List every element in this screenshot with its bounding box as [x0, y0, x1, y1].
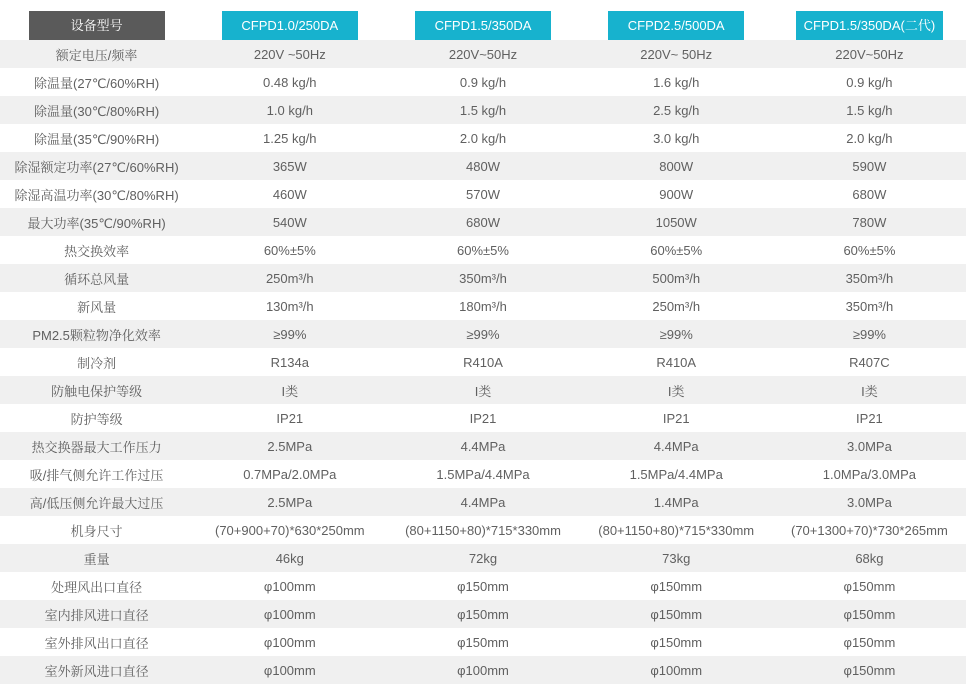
spec-value-cell: 460W	[272, 186, 307, 202]
spec-value-cell: 570W	[466, 186, 500, 202]
spec-value-cell: 1.5MPa/4.4MPa	[436, 466, 530, 482]
spec-value-cell: 4.4MPa	[653, 438, 699, 454]
spec-value-cell: φ150mm	[843, 662, 896, 678]
spec-value-cell: I类	[281, 383, 299, 399]
spec-value-cell: IP21	[469, 410, 497, 426]
spec-value-cell: 1.4MPa	[653, 494, 699, 510]
spec-value-cell: I类	[861, 383, 878, 399]
spec-value-cell: φ100mm	[263, 606, 316, 622]
spec-value-cell: 60%±5%	[843, 242, 896, 258]
table-row	[0, 516, 966, 544]
spec-value-cell: 3.0MPa	[847, 438, 892, 454]
device-model-header-label: 设备型号	[29, 11, 165, 40]
spec-value-cell: 590W	[852, 158, 887, 174]
spec-value-cell: φ150mm	[457, 578, 509, 594]
spec-label-cell: 循环总风量	[64, 271, 130, 287]
spec-value-cell: φ100mm	[263, 578, 316, 594]
spec-value-cell: ≥99%	[466, 326, 500, 342]
table-row	[0, 376, 966, 404]
spec-value-cell: 220V ~50Hz	[253, 46, 326, 62]
spec-value-cell: φ150mm	[650, 606, 703, 622]
table-row	[0, 348, 966, 376]
header-cell-device-model	[0, 0, 193, 40]
table-row	[0, 96, 966, 124]
spec-value-cell: 350m³/h	[459, 270, 507, 286]
spec-value-cell: 4.4MPa	[460, 494, 506, 510]
table-row	[0, 152, 966, 180]
spec-value-cell: 4.4MPa	[460, 438, 506, 454]
spec-value-cell: φ100mm	[457, 662, 509, 678]
spec-value-cell: 500m³/h	[652, 270, 701, 286]
model-header-3: CFPD2.5/500DA	[608, 11, 744, 40]
spec-value-cell: 73kg	[662, 550, 691, 566]
table-row	[0, 208, 966, 236]
spec-label-cell: 除温量(27℃/60%RH)	[34, 75, 160, 91]
spec-label-cell: PM2.5颗粒物净化效率	[32, 327, 161, 343]
spec-value-cell: 2.0 kg/h	[459, 130, 507, 146]
spec-label-cell: 机身尺寸	[70, 523, 123, 539]
table-row	[0, 432, 966, 460]
table-body	[0, 40, 966, 684]
spec-label-cell: 室外新风进口直径	[44, 663, 149, 679]
spec-value-cell: 220V~50Hz	[448, 46, 518, 62]
spec-label-cell: 高/低压侧允许最大过压	[29, 495, 164, 511]
table-row	[0, 600, 966, 628]
spec-value-cell: IP21	[276, 410, 304, 426]
spec-label-cell: 室内排风进口直径	[44, 607, 149, 623]
spec-value-cell: 1.25 kg/h	[263, 130, 317, 146]
spec-value-cell: 68kg	[855, 550, 884, 566]
spec-value-cell: (70+1300+70)*730*265mm	[790, 522, 948, 538]
spec-label-cell: 热交换器最大工作压力	[31, 439, 162, 455]
spec-value-cell: φ150mm	[843, 606, 896, 622]
spec-value-cell: φ100mm	[650, 662, 703, 678]
spec-label-cell: 除温量(30℃/80%RH)	[34, 103, 160, 119]
table-header-row	[0, 0, 966, 40]
spec-label-cell: 额定电压/频率	[55, 47, 138, 63]
spec-value-cell: 0.48 kg/h	[263, 74, 317, 90]
spec-label-cell: 防触电保护等级	[51, 383, 143, 399]
spec-value-cell: 3.0MPa	[847, 494, 892, 510]
spec-value-cell: ≥99%	[852, 326, 886, 342]
spec-value-cell: 220V~50Hz	[835, 46, 904, 62]
spec-label-cell: 除湿额定功率(27℃/60%RH)	[14, 159, 179, 175]
table-row	[0, 488, 966, 516]
spec-value-cell: 680W	[852, 186, 887, 202]
header-cell-model-1	[193, 0, 386, 40]
spec-value-cell: 220V~ 50Hz	[640, 46, 713, 62]
spec-value-cell: 1.5 kg/h	[459, 102, 507, 118]
table-row	[0, 628, 966, 656]
spec-value-cell: φ150mm	[457, 634, 509, 650]
spec-value-cell: 1.5 kg/h	[846, 102, 893, 118]
spec-value-cell: R410A	[656, 354, 697, 370]
spec-value-cell: 2.5 kg/h	[653, 102, 700, 118]
header-cell-model-4	[773, 0, 966, 40]
spec-value-cell: φ150mm	[457, 606, 509, 622]
spec-value-cell: 2.0 kg/h	[846, 130, 893, 146]
spec-value-cell: 0.7MPa/2.0MPa	[243, 466, 337, 482]
spec-value-cell: 60%±5%	[457, 242, 509, 258]
spec-value-cell: 3.0 kg/h	[653, 130, 700, 146]
header-cell-model-2	[386, 0, 579, 40]
spec-value-cell: φ100mm	[263, 662, 316, 678]
table-row	[0, 40, 966, 68]
spec-value-cell: 0.9 kg/h	[846, 74, 893, 90]
table-row	[0, 572, 966, 600]
spec-label-cell: 重量	[83, 551, 110, 567]
spec-value-cell: I类	[474, 383, 492, 399]
spec-value-cell: 60%±5%	[263, 242, 316, 258]
spec-value-cell: 60%±5%	[650, 242, 703, 258]
table-row	[0, 180, 966, 208]
spec-value-cell: 480W	[466, 158, 500, 174]
spec-value-cell: IP21	[662, 410, 690, 426]
spec-value-cell: (80+1150+80)*715*330mm	[405, 522, 561, 538]
spec-value-cell: 680W	[466, 214, 500, 230]
spec-value-cell: 780W	[852, 214, 887, 230]
spec-value-cell: φ100mm	[263, 634, 316, 650]
spec-label-cell: 处理风出口直径	[51, 579, 143, 595]
spec-value-cell: 350m³/h	[845, 298, 894, 314]
table-row	[0, 292, 966, 320]
spec-label-cell: 制冷剂	[77, 355, 117, 371]
spec-value-cell: I类	[667, 383, 685, 399]
table-row	[0, 544, 966, 572]
spec-value-cell: ≥99%	[659, 326, 693, 342]
spec-value-cell: 1.6 kg/h	[653, 74, 700, 90]
spec-label-cell: 除温量(35℃/90%RH)	[34, 131, 160, 147]
spec-value-cell: 1.0MPa/3.0MPa	[822, 466, 917, 482]
spec-label-cell: 吸/排气侧允许工作过压	[29, 467, 164, 483]
spec-value-cell: 900W	[659, 186, 694, 202]
spec-value-cell: 72kg	[468, 550, 498, 566]
spec-value-cell: 1.5MPa/4.4MPa	[629, 466, 723, 482]
table-row	[0, 656, 966, 684]
spec-label-cell: 最大功率(35℃/90%RH)	[27, 215, 166, 231]
spec-value-cell: φ150mm	[650, 578, 703, 594]
model-header-4: CFPD1.5/350DA(二代)	[796, 11, 943, 40]
spec-value-cell: R410A	[463, 354, 503, 370]
spec-label-cell: 热交换效率	[64, 243, 130, 259]
table-row	[0, 320, 966, 348]
spec-value-cell: φ150mm	[843, 578, 896, 594]
spec-value-cell: 2.5MPa	[267, 494, 313, 510]
spec-value-cell: φ150mm	[843, 634, 896, 650]
spec-value-cell: 130m³/h	[265, 298, 314, 314]
table-row	[0, 236, 966, 264]
spec-value-cell: 365W	[272, 158, 307, 174]
spec-value-cell: 0.9 kg/h	[459, 74, 507, 90]
spec-value-cell: 1.0 kg/h	[266, 102, 313, 118]
spec-value-cell: φ150mm	[650, 634, 703, 650]
spec-value-cell: 2.5MPa	[267, 438, 313, 454]
spec-value-cell: (80+1150+80)*715*330mm	[598, 522, 755, 538]
spec-value-cell: 250m³/h	[652, 298, 701, 314]
spec-value-cell: R134a	[270, 354, 309, 370]
table-row	[0, 68, 966, 96]
spec-value-cell: ≥99%	[273, 326, 307, 342]
spec-value-cell: 250m³/h	[265, 270, 314, 286]
spec-label-cell: 除湿高温功率(30℃/80%RH)	[14, 187, 179, 203]
table-row	[0, 124, 966, 152]
table-row	[0, 460, 966, 488]
table-row	[0, 404, 966, 432]
spec-value-cell: 46kg	[275, 550, 304, 566]
spec-value-cell: IP21	[856, 410, 883, 426]
table-row	[0, 264, 966, 292]
header-cell-model-3	[580, 0, 773, 40]
model-header-1: CFPD1.0/250DA	[222, 11, 358, 40]
spec-value-cell: 540W	[272, 214, 307, 230]
spec-value-cell: 1050W	[655, 214, 697, 230]
spec-label-cell: 防护等级	[70, 411, 123, 427]
spec-value-cell: 180m³/h	[459, 298, 507, 314]
spec-value-cell: 350m³/h	[845, 270, 894, 286]
spec-label-cell: 新风量	[77, 299, 117, 315]
spec-label-cell: 室外排风出口直径	[44, 635, 149, 651]
spec-value-cell: (70+900+70)*630*250mm	[215, 522, 365, 538]
spec-value-cell: 800W	[659, 158, 694, 174]
spec-value-cell: R407C	[849, 354, 890, 370]
model-header-2: CFPD1.5/350DA	[415, 11, 551, 40]
